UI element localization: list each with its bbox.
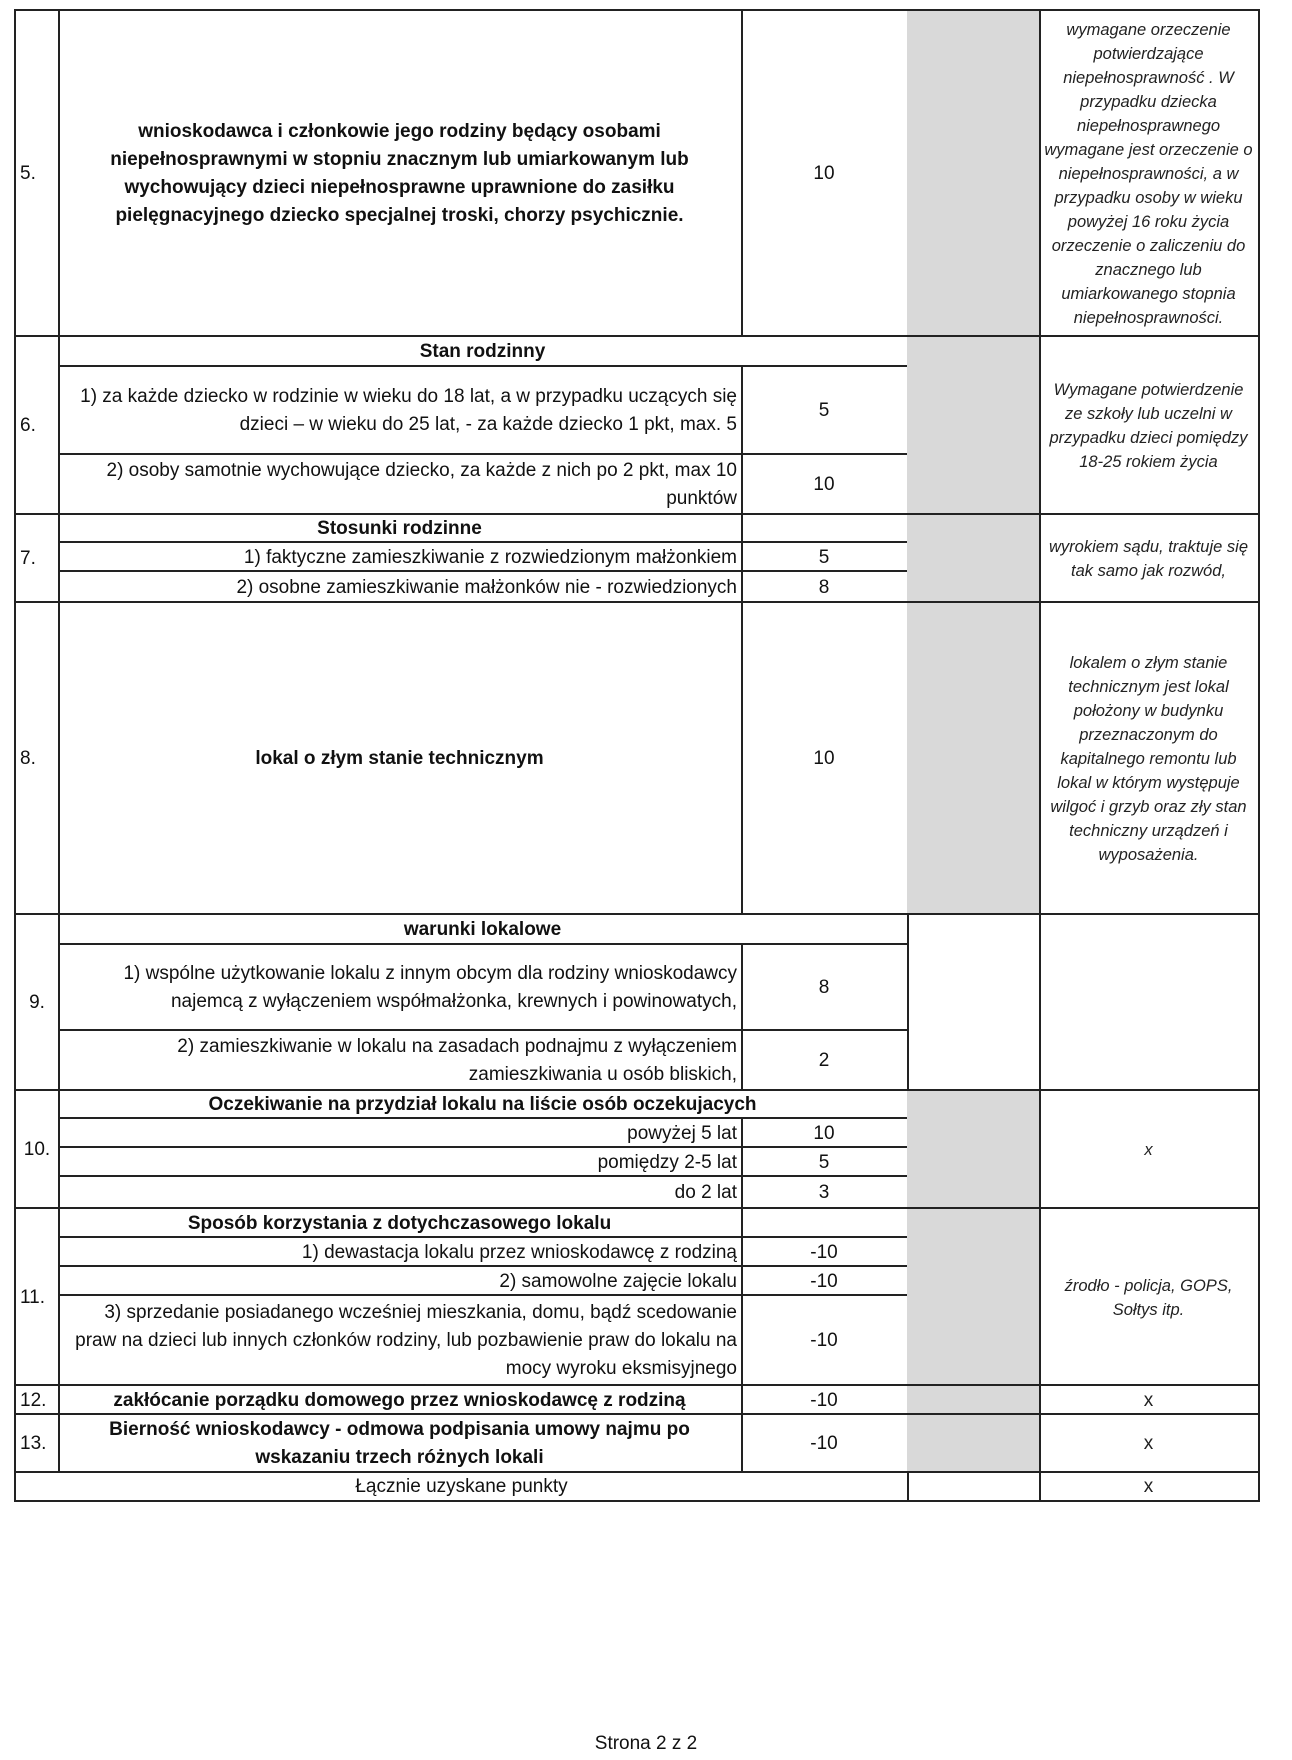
row-10-header: Oczekiwanie na przydział lokalu na liście osób oczekujacych — [58, 1089, 909, 1119]
row-13-points: -10 — [741, 1413, 909, 1473]
row-11-header: Sposób korzystania z dotychczasowego lokalu — [58, 1207, 743, 1238]
row-5-criterion: wnioskodawca i członkowie jego rodziny będący osobami niepełnosprawnymi w stopniu znacznym lub umiarkowanym lub wychowujący dzieci niepełnosprawne uprawnione do zasiłku pielęgnacyjnego dziecko specjalnej troski, chorzy psychicznie. — [58, 9, 743, 337]
row-6-item-1: 1) za każde dziecko w rodzinie w wieku do 18 lat, a w przypadku uczących się dzieci – w wieku do 25 lat, - za każde dziecko 1 pkt, max. 5 — [58, 365, 743, 455]
row-12-number: 12. — [14, 1384, 60, 1415]
row-7-item-1: 1) faktyczne zamieszkiwanie z rozwiedzionym małżonkiem — [58, 541, 743, 572]
row-5-note: wymagane orzeczenie potwierdzające niepełnosprawność . W przypadku dziecka niepełnosprawnego wymagane jest orzeczenie o niepełnosprawności, a w przypadku osoby w wieku powyżej 16 roku życia orzeczenie o zaliczeniu do znacznego lub umiarkowanego stopnia niepełnosprawności. — [1039, 9, 1260, 337]
row-6-score-cell — [907, 335, 1041, 515]
row-9-item-2: 2) zamieszkiwanie w lokalu na zasadach podnajmu z wyłączeniem zamieszkiwania u osób bliskich, — [58, 1029, 743, 1091]
row-7-item-2: 2) osobne zamieszkiwanie małżonków nie - rozwiedzionych — [58, 570, 743, 603]
row-9-item-2-points: 2 — [741, 1029, 909, 1091]
total-note: x — [1039, 1471, 1260, 1502]
row-11-number: 11. — [14, 1207, 60, 1386]
row-10-score-cell — [907, 1089, 1041, 1209]
row-10-item-1-points: 10 — [741, 1117, 909, 1148]
row-9-note — [1039, 913, 1260, 1091]
row-7-score-cell — [907, 513, 1041, 603]
row-10-item-2: pomiędzy 2-5 lat — [58, 1146, 743, 1177]
row-11-item-3-points: -10 — [741, 1294, 909, 1386]
row-6-number: 6. — [14, 335, 60, 515]
row-7-header-points — [741, 513, 909, 543]
row-13-criterion: Bierność wnioskodawcy - odmowa podpisania umowy najmu po wskazaniu trzech różnych lokali — [58, 1413, 743, 1473]
row-11-item-1: 1) dewastacja lokalu przez wnioskodawcę z rodziną — [58, 1236, 743, 1267]
row-10-number: 10. — [14, 1089, 60, 1209]
row-5-number: 5. — [14, 9, 60, 337]
row-9-number: 9. — [14, 913, 60, 1091]
page-footer: Strona 2 z 2 — [594, 1733, 698, 1754]
row-9-header: warunki lokalowe — [58, 913, 909, 945]
row-13-score-cell — [907, 1413, 1041, 1473]
row-6-header: Stan rodzinny — [58, 335, 909, 367]
row-6-item-1-points: 5 — [741, 365, 909, 455]
row-10-note: x — [1039, 1089, 1260, 1209]
row-7-item-1-points: 5 — [741, 541, 909, 572]
row-10-item-3-points: 3 — [741, 1175, 909, 1209]
row-11-item-3: 3) sprzedanie posiadanego wcześniej mieszkania, domu, bądź scedowanie praw na dzieci lub innych członków rodziny, lub pozbawienie praw do lokalu na mocy wyroku eksmisyjnego — [58, 1294, 743, 1386]
row-11-score-cell — [907, 1207, 1041, 1386]
row-6-item-2: 2) osoby samotnie wychowujące dziecko, za każde z nich po 2 pkt, max 10 punktów — [58, 453, 743, 515]
row-6-item-2-points: 10 — [741, 453, 909, 515]
row-12-note: x — [1039, 1384, 1260, 1415]
row-12-points: -10 — [741, 1384, 909, 1415]
row-7-note: wyrokiem sądu, traktuje się tak samo jak rozwód, — [1039, 513, 1260, 603]
row-5-score-cell — [907, 9, 1041, 337]
row-7-number: 7. — [14, 513, 60, 603]
row-9-item-1: 1) wspólne użytkowanie lokalu z innym obcym dla rodziny wnioskodawcy najemcą z wyłączeniem współmałżonka, krewnych i powinowatych, — [58, 943, 743, 1031]
row-11-item-2-points: -10 — [741, 1265, 909, 1296]
row-11-item-1-points: -10 — [741, 1236, 909, 1267]
row-7-header: Stosunki rodzinne — [58, 513, 743, 543]
row-8-note: lokalem o złym stanie technicznym jest lokal położony w budynku przeznaczonym do kapitalnego remontu lub lokal w którym występuje wilgoć i grzyb oraz zły stan techniczny urządzeń i wyposażenia. — [1039, 601, 1260, 915]
row-6-note: Wymagane potwierdzenie ze szkoły lub uczelni w przypadku dzieci pomiędzy 18-25 rokiem życia — [1039, 335, 1260, 515]
row-8-criterion: lokal o złym stanie technicznym — [58, 601, 743, 915]
row-7-item-2-points: 8 — [741, 570, 909, 603]
row-9-item-1-points: 8 — [741, 943, 909, 1031]
row-9-score-cell — [907, 913, 1041, 1091]
row-8-points: 10 — [741, 601, 909, 915]
row-11-header-points — [741, 1207, 909, 1238]
row-12-criterion: zakłócanie porządku domowego przez wnioskodawcę z rodziną — [58, 1384, 743, 1415]
row-13-note: x — [1039, 1413, 1260, 1473]
row-10-item-1: powyżej 5 lat — [58, 1117, 743, 1148]
row-8-score-cell — [907, 601, 1041, 915]
total-score-cell — [907, 1471, 1041, 1502]
row-13-number: 13. — [14, 1413, 60, 1473]
row-5-points: 10 — [741, 9, 909, 337]
row-10-item-3: do 2 lat — [58, 1175, 743, 1209]
total-label: Łącznie uzyskane punkty — [14, 1471, 909, 1502]
row-12-score-cell — [907, 1384, 1041, 1415]
row-8-number: 8. — [14, 601, 60, 915]
row-10-item-2-points: 5 — [741, 1146, 909, 1177]
row-11-note: źrodło - policja, GOPS, Sołtys itp. — [1039, 1207, 1260, 1386]
row-11-item-2: 2) samowolne zajęcie lokalu — [58, 1265, 743, 1296]
